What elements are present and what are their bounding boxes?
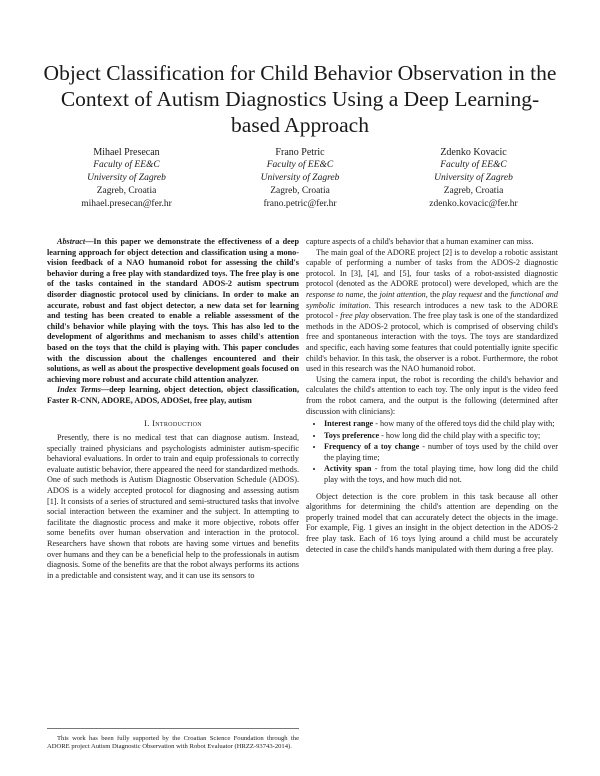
detection-paragraph: Object detection is the core problem in this task because all other algorithms for determining the child's attention are depending on the properly trained model that can accurately detect the objects in the image. For example, Fig. 1 gives an insight in the object detection in the ADOS-2 free play task. Each of 16 toys lying around a child must be accurately detected in case the child's hands manipulated with them during a free play.: [306, 491, 558, 554]
task-name: free play: [340, 311, 369, 321]
continuation-paragraph: capture aspects of a child's behavior that a human examiner can miss.: [306, 237, 534, 246]
abstract-text: —In this paper we demonstrate the effectiveness of a deep learning approach for object detection and classification using a mono-vision feedback of a NAO humanoid robot for assessing the child's behavior during a free play with standardized toys. The free play is one of the tasks contained in the standard ADOS-2 autism spectrum disorder diagnostic protocol used by clinicians. In order to make an accurate, robust and fast object detector, a new data set for learning and testing has been created to enable a reliable assessment of the child's behavior while playing with the toys. This has also led to the development of algorithms and mechanism to asses child's attention based on the toys that the child is playing with. This paper concludes with the discussion about the challenges encountered and their solutions, as well as about the prospective development goals focused on achieving more robust and accurate child attention analyzer.: [47, 237, 299, 384]
list-term: Interest range: [324, 419, 374, 429]
list-item: [324, 464, 558, 485]
list-term: Activity span: [324, 464, 372, 474]
task-name: functional and symbolic imitation: [306, 289, 558, 310]
list-item: [324, 419, 558, 430]
index-terms-text: —deep learning, object detection, object classification, Faster R-CNN, ADORE, ADOS, ADOSet, free play, autism: [47, 385, 299, 405]
author-faculty: Faculty of EE&C: [93, 160, 160, 170]
author-email: mihael.presecan@fer.hr: [81, 199, 172, 209]
author-university: University of Zagreb: [434, 173, 513, 183]
author-university: University of Zagreb: [260, 173, 340, 183]
author-faculty: Faculty of EE&C: [440, 160, 507, 170]
section-heading: I. Introduction: [144, 417, 202, 428]
author-email: zdenko.kovacic@fer.hr: [429, 199, 518, 209]
author-city: Zagreb, Croatia: [96, 186, 157, 196]
abstract-lead: Abstract: [57, 237, 86, 246]
text-run: . This research introduces a new task to the ADORE protocol -: [306, 300, 558, 321]
camera-paragraph: Using the camera input, the robot is recording the child's behavior and calculates the child's attention to each toy. The only input is the video feed from the robot camera, and the output is the following (determined after discussion with clinicians):: [306, 374, 558, 416]
author-name: Zdenko Kovacic: [440, 147, 507, 158]
task-name: response to name: [306, 289, 364, 299]
paper-title: Object Classification for Child Behavior Observation in the Context of Autism Diagnostics Using a Deep Learning-based Approach: [43, 61, 557, 138]
list-term: Frequency of a toy change: [324, 442, 420, 452]
footnote: This work has been fully supported by the Croatian Science Foundation through the ADORE project Autism Diagnostic Observation with Robot Evaluator (HRZZ-93743-2014).: [47, 728, 299, 751]
text-run: observation. The free play task is one of the standardized methods in the ADOS-2 protocol, which is comprised of observing child's free and spontaneous interaction with the toys. The toys are standardized and specific, each having some features that could potentially ignite specific child's behavior. In this task, the observer is a robot. Furthermore, the robot used in this research was the NAO humanoid robot.: [306, 311, 558, 374]
author-city: Zagreb, Croatia: [443, 186, 504, 196]
list-text: - how long did the child play with a specific toy;: [379, 430, 541, 440]
abstract: [47, 237, 299, 385]
output-list: [306, 419, 558, 486]
right-column: [306, 237, 558, 555]
author-1: [40, 146, 213, 211]
text-run: , the: [425, 289, 443, 299]
author-faculty: Faculty of EE&C: [266, 160, 334, 170]
list-item: [324, 442, 558, 463]
author-2: [214, 146, 387, 211]
author-block: [40, 146, 560, 211]
list-term: Toys preference: [324, 430, 380, 440]
list-item: [324, 431, 558, 442]
adore-paragraph: [306, 248, 558, 375]
task-name: joint attention: [379, 289, 426, 299]
author-name: Mihael Presecan: [93, 147, 160, 158]
task-name: play request: [442, 289, 483, 299]
list-text: - how many of the offered toys did the child play with;: [373, 419, 555, 429]
author-city: Zagreb, Croatia: [270, 186, 330, 196]
text-run: , the: [363, 289, 380, 299]
author-3: [387, 146, 560, 211]
author-university: University of Zagreb: [87, 173, 166, 183]
index-terms: [47, 385, 299, 406]
author-name: Frano Petric: [275, 147, 325, 158]
list-text: - from the total playing time, how long did the child play with the toys, and how much did not.: [324, 464, 558, 485]
list-text: - number of toys used by the child over the playing time;: [324, 442, 558, 462]
text-run: and the: [482, 289, 511, 299]
left-column: [47, 237, 299, 581]
author-email: frano.petric@fer.hr: [263, 199, 337, 209]
text-run: The main goal of the ADORE project [2] is to develop a robotic assistant capable of performing a number of tasks from the ADOS-2 diagnostic protocol. In [3], [4], and [5], four tasks of a robot-assisted diagnostic protocol (denoted as the ADORE protocol) were developed, which are the: [306, 247, 558, 289]
index-terms-lead: Index Terms: [57, 385, 101, 395]
intro-paragraph: Presently, there is no medical test that can diagnose autism. Instead, specially trained physicians and psychologists administer autism-specific behavioral evaluations. In order to train and equip professionals to correctly evaluate autistic behavior, there appeared the need for standardized methods. One of such methods is Autism Diagnostic Observation Schedule (ADOS). ADOS is a widely accepted protocol for diagnosing and assessing autism [1]. It consists of a series of structured and semi-structured tasks that involve social interaction between the examiner and the subject. In attempting to facilitate the diagnostic process and make it more objective, robots offer some benefits over human observation and interaction in the protocol. Researchers have shown that robots are having some virtues and benefits over humans and they can be a beneficial help to the professionals in autism diagnosis. Some of the benefits are that the robot always performs its actions in a predictable and consistent way, and it can use its sensors to: [47, 433, 299, 580]
